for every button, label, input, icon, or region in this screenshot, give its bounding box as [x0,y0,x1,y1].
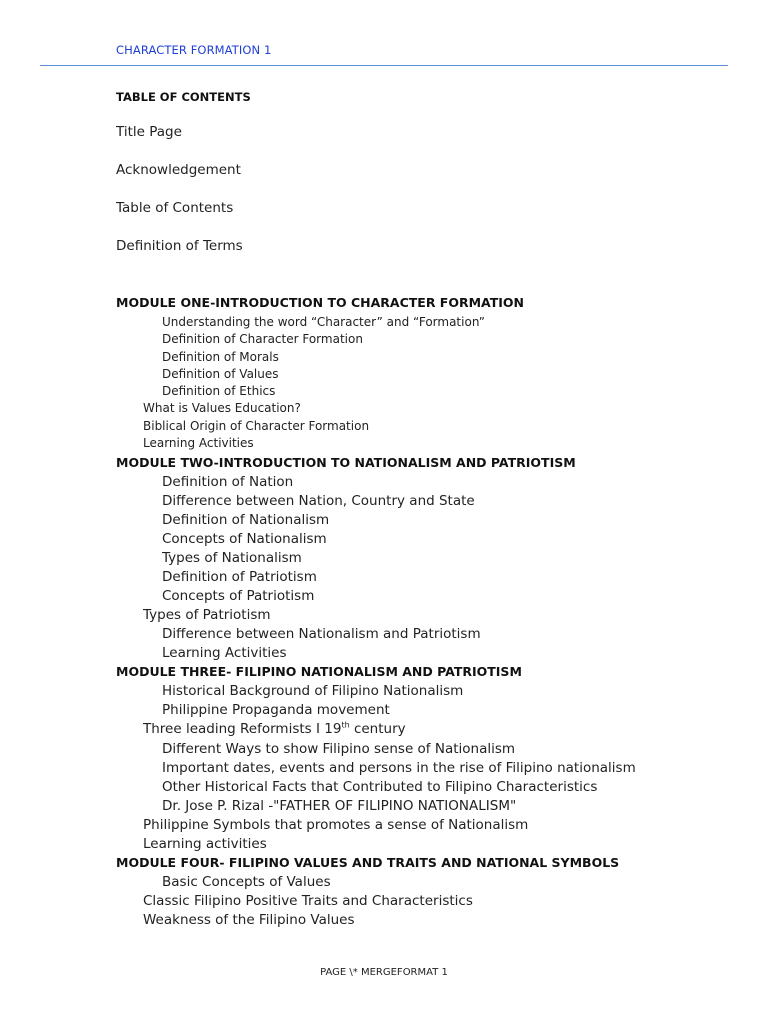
toc-item[interactable]: Historical Background of Filipino Nationalism [162,683,464,699]
toc-item[interactable] [143,721,406,737]
toc-item[interactable]: Important dates, events and persons in the rise of Filipino nationalism [162,760,636,776]
toc-item-text: century [349,721,406,737]
running-header: CHARACTER FORMATION 1 [116,43,272,57]
toc-front-item[interactable]: Acknowledgement [116,162,241,178]
toc-item[interactable]: Concepts of Patriotism [162,588,315,604]
toc-front-item[interactable]: Title Page [116,124,182,140]
toc-heading: TABLE OF CONTENTS [116,90,251,104]
toc-item[interactable]: Definition of Morals [162,350,279,364]
toc-item[interactable]: Biblical Origin of Character Formation [143,419,370,433]
module-three-title[interactable]: MODULE THREE- FILIPINO NATIONALISM AND PATRIOTISM [116,664,522,679]
toc-item[interactable]: Definition of Nationalism [162,512,330,528]
toc-item[interactable]: Definition of Ethics [162,384,276,398]
toc-item[interactable]: Different Ways to show Filipino sense of Nationalism [162,741,516,757]
module-two-title[interactable]: MODULE TWO-INTRODUCTION TO NATIONALISM AND PATRIOTISM [116,455,576,470]
toc-item[interactable]: Philippine Symbols that promotes a sense of Nationalism [143,817,529,833]
toc-item[interactable]: Concepts of Nationalism [162,531,327,547]
toc-item[interactable]: Learning activities [143,836,267,852]
toc-item[interactable]: Types of Nationalism [162,550,302,566]
toc-item[interactable]: Learning Activities [143,436,254,450]
toc-item[interactable]: Difference between Nationalism and Patriotism [162,626,481,642]
toc-item[interactable]: Definition of Character Formation [162,332,363,346]
toc-item[interactable]: Other Historical Facts that Contributed to Filipino Characteristics [162,779,598,795]
toc-item[interactable]: Definition of Nation [162,474,294,490]
toc-item[interactable]: Learning Activities [162,645,287,661]
module-one-title[interactable]: MODULE ONE-INTRODUCTION TO CHARACTER FORMATION [116,295,524,310]
toc-item[interactable]: Types of Patriotism [143,607,271,623]
toc-item[interactable]: Definition of Patriotism [162,569,317,585]
toc-item[interactable]: Classic Filipino Positive Traits and Characteristics [143,893,473,909]
toc-item[interactable]: What is Values Education? [143,401,301,415]
toc-item[interactable]: Dr. Jose P. Rizal -"FATHER OF FILIPINO NATIONALISM" [162,798,517,814]
toc-item[interactable]: Weakness of the Filipino Values [143,912,355,928]
toc-front-item[interactable]: Table of Contents [116,200,234,216]
toc-item[interactable]: Basic Concepts of Values [162,874,331,890]
module-four-title[interactable]: MODULE FOUR- FILIPINO VALUES AND TRAITS AND NATIONAL SYMBOLS [116,855,620,870]
toc-item-text: Three leading Reformists I 19 [143,721,342,737]
header-divider [40,65,728,66]
ordinal-suffix: th [341,720,350,730]
toc-item[interactable]: Philippine Propaganda movement [162,702,390,718]
page-footer: PAGE \* MERGEFORMAT 1 [320,967,448,978]
toc-front-item[interactable]: Definition of Terms [116,238,243,254]
toc-item[interactable]: Difference between Nation, Country and State [162,493,475,509]
toc-item[interactable]: Definition of Values [162,367,279,381]
toc-item[interactable]: Understanding the word “Character” and “Formation” [162,315,485,329]
